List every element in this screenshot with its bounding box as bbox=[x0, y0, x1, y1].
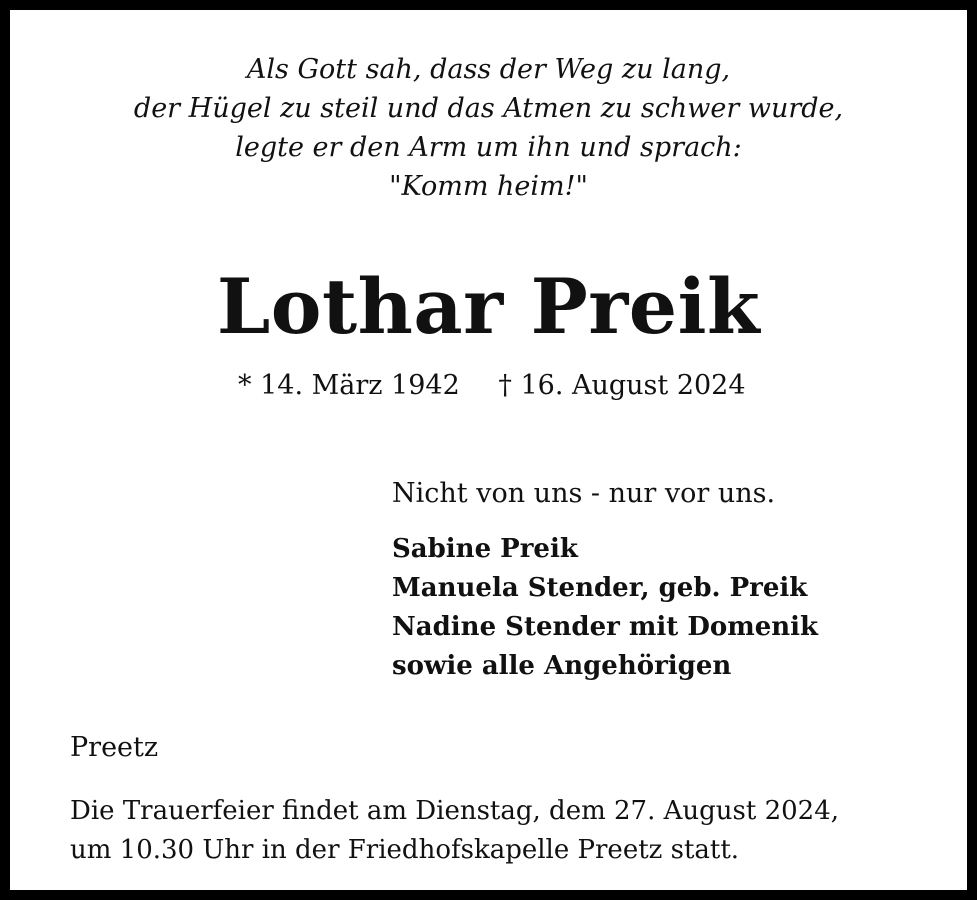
place-name: Preetz bbox=[70, 732, 159, 763]
funeral-line: Die Trauerfeier findet am Dienstag, dem 27. August 2024, bbox=[70, 796, 840, 826]
poem bbox=[10, 50, 967, 206]
poem-line: Als Gott sah, dass der Weg zu lang, bbox=[246, 54, 731, 85]
mourner-name: sowie alle Angehörigen bbox=[392, 651, 732, 681]
motto: Nicht von uns - nur vor uns. bbox=[392, 478, 776, 509]
mourners-list bbox=[392, 530, 818, 686]
death-date: † 16. August 2024 bbox=[498, 370, 746, 401]
poem-line: der Hügel zu steil und das Atmen zu schwer wurde, bbox=[133, 93, 844, 124]
poem-line: legte er den Arm um ihn und sprach: bbox=[235, 132, 742, 163]
funeral-line: um 10.30 Uhr in der Friedhofskapelle Preetz statt. bbox=[70, 835, 740, 865]
poem-line: "Komm heim!" bbox=[389, 171, 588, 202]
mourner-name: Manuela Stender, geb. Preik bbox=[392, 573, 808, 603]
funeral-announcement bbox=[70, 792, 839, 870]
mourner-name: Sabine Preik bbox=[392, 534, 578, 564]
birth-date: * 14. März 1942 bbox=[238, 370, 460, 401]
life-dates bbox=[238, 366, 746, 406]
mourner-name: Nadine Stender mit Domenik bbox=[392, 612, 819, 642]
deceased-name: Lothar Preik bbox=[216, 262, 761, 351]
